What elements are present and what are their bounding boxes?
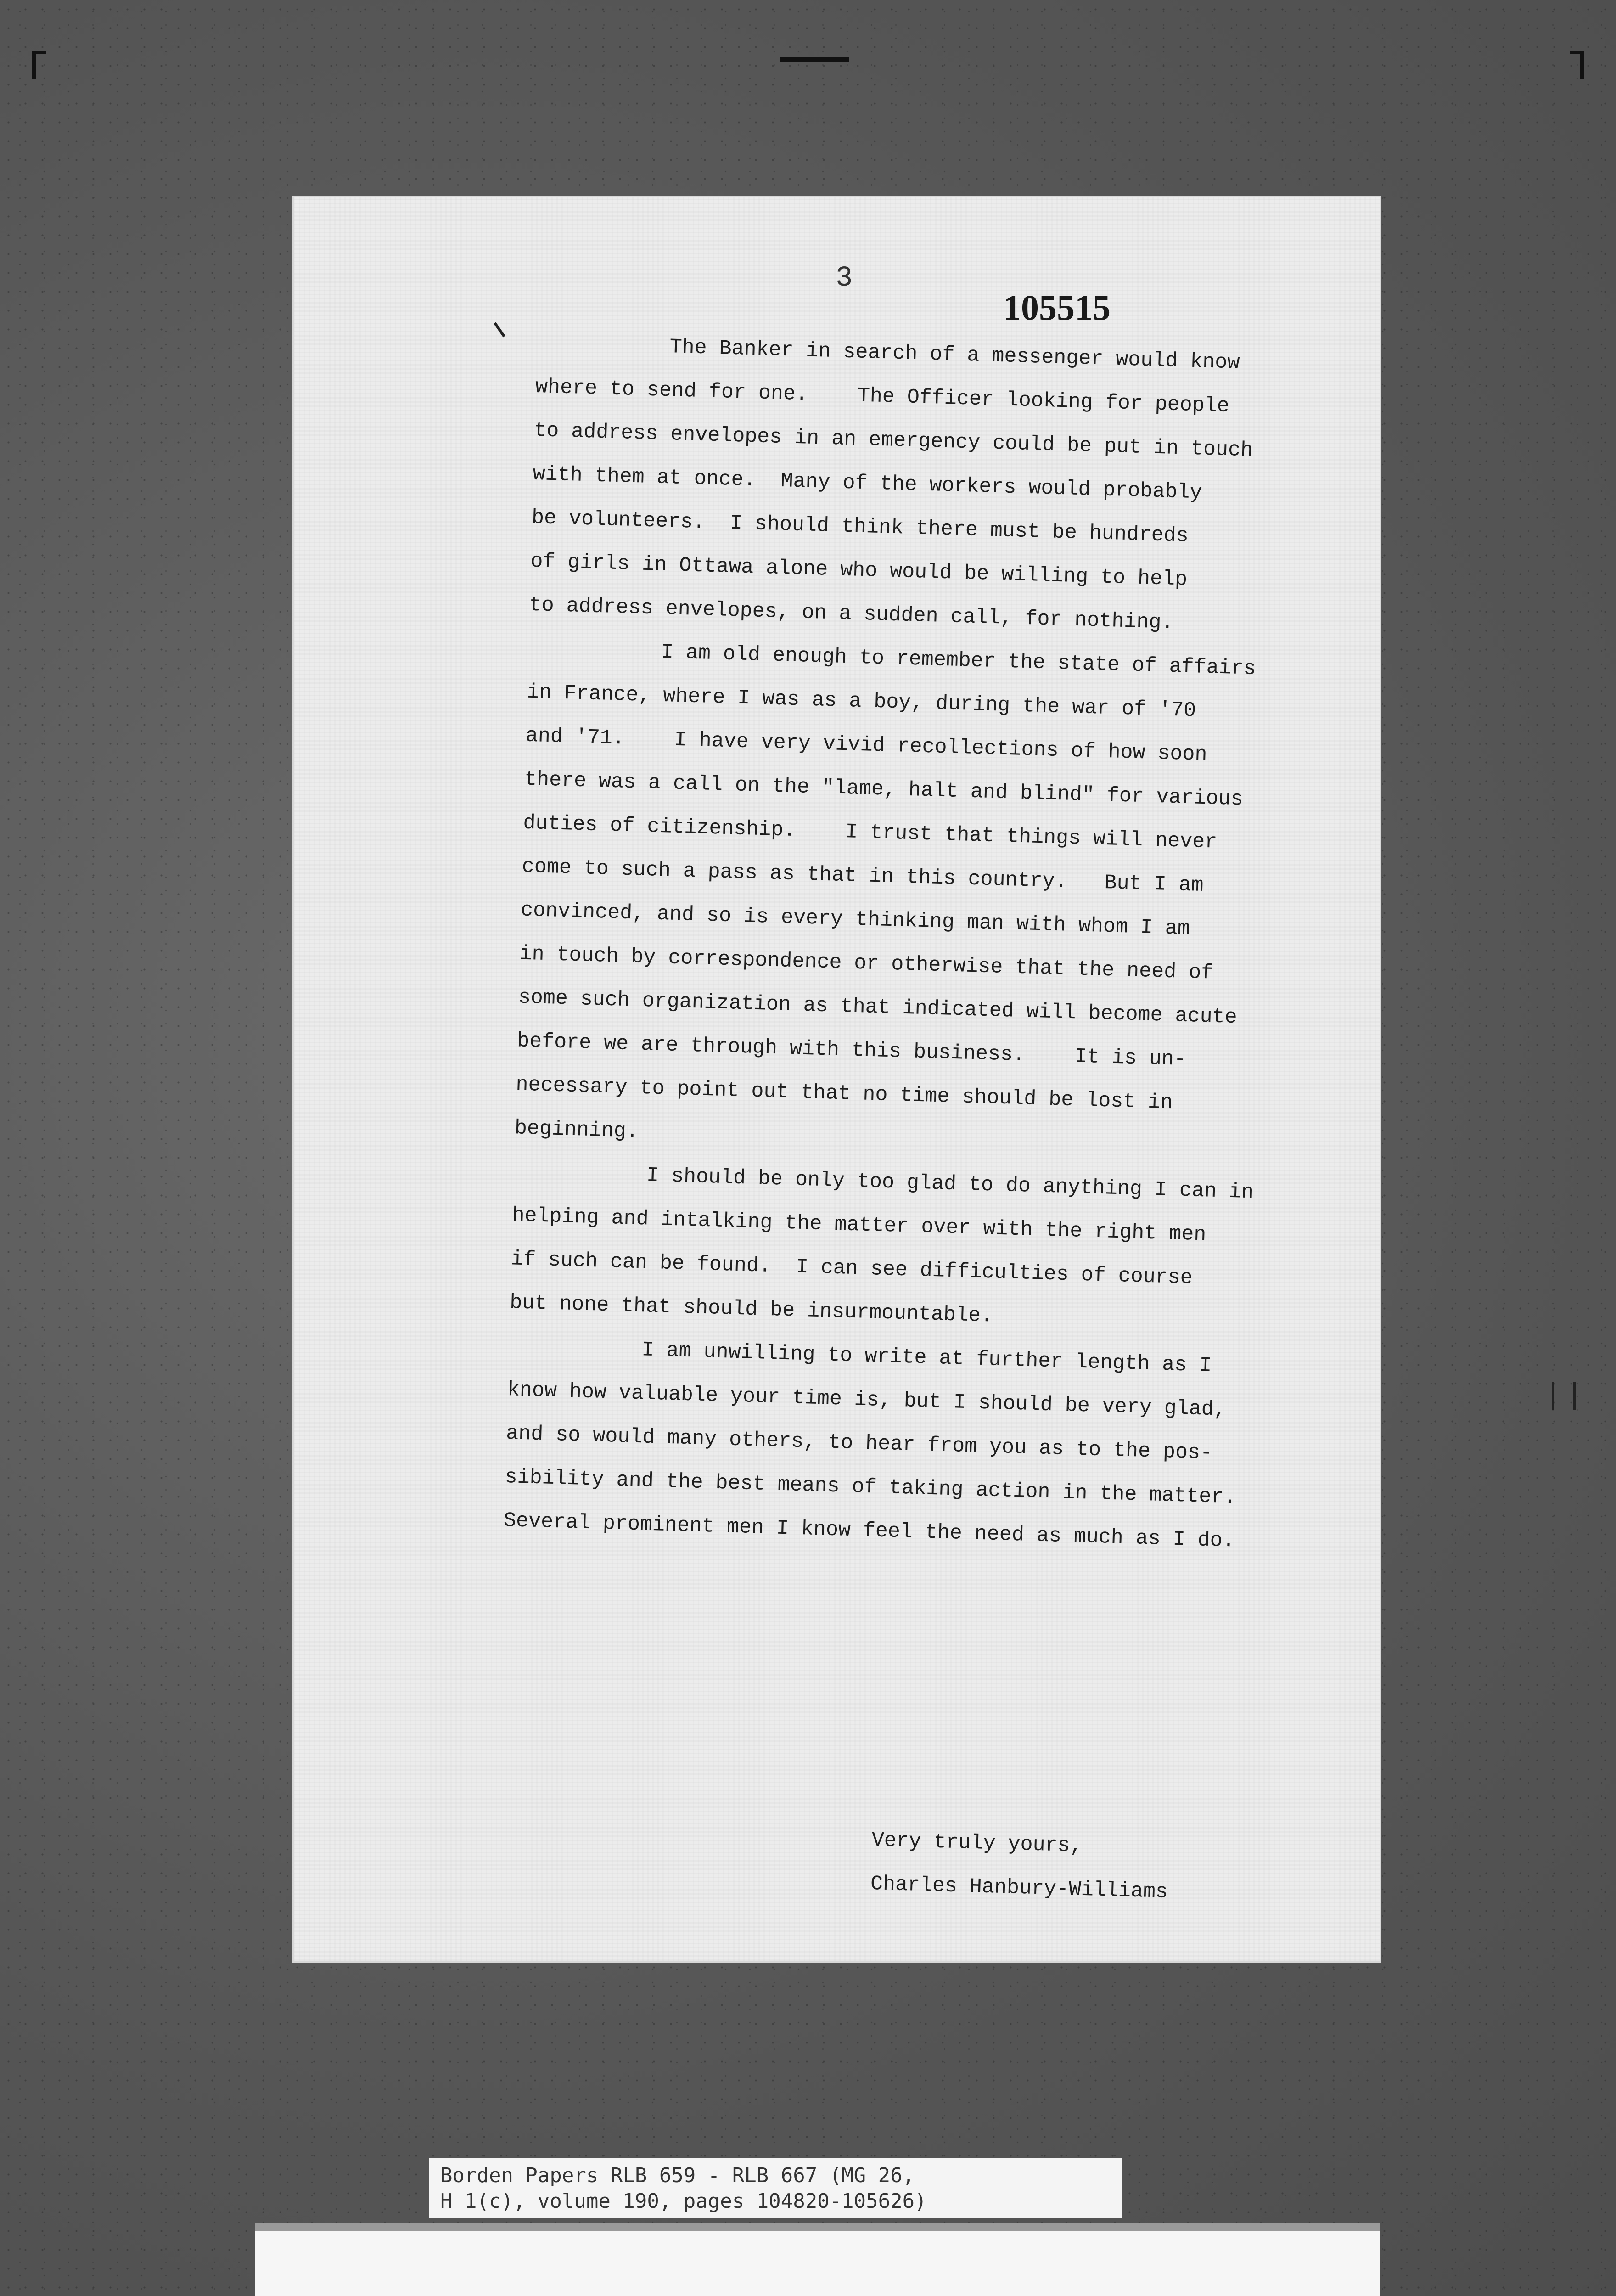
body-line: but none that should be insurmountable. (509, 1291, 993, 1328)
page-number: 3 (836, 262, 853, 294)
body-line: Several prominent men I know feel the need as much as I do. (503, 1508, 1235, 1553)
frame-corner-mark-left (32, 51, 46, 79)
closing-salutation: Very truly yours, (871, 1828, 1083, 1858)
letter-page (294, 197, 1380, 1961)
body-line: and '71. I have very vivid recollections of how soon (525, 724, 1208, 767)
body-line: before we are through with this business. It is un- (516, 1029, 1187, 1072)
body-line: duties of citizenship. I trust that things will never (522, 811, 1218, 854)
body-line: with them at once. Many of the workers would probably (533, 462, 1203, 505)
body-line: some such organization as that indicated will become acute (518, 985, 1238, 1030)
body-line: necessary to point out that no time should be lost in (515, 1073, 1173, 1115)
body-line: where to send for one. The Officer looking for people (535, 375, 1230, 418)
reference-label (429, 2158, 1122, 2218)
body-line: I am old enough to remember the state of affairs (661, 640, 1257, 681)
archives-card (255, 2223, 1380, 2296)
paragraph-2 (514, 627, 1336, 1173)
body-line: to address envelopes in an emergency could be put in touch (533, 418, 1253, 462)
body-line: I should be only too glad to do anything I can in (646, 1164, 1254, 1204)
reference-line-1: Borden Papers RLB 659 - RLB 667 (MG 26, (440, 2164, 915, 2187)
reference-line-2: H 1(c), volume 190, pages 104820-105626) (440, 2189, 927, 2213)
body-line: of girls in Ottawa alone who would be willing to help (530, 549, 1188, 591)
body-line: in touch by correspondence or otherwise that the need of (519, 942, 1214, 985)
body-line: convinced, and so is every thinking man with whom I am (520, 898, 1190, 941)
body-line: there was a call on the "lame, halt and blind" for various (524, 767, 1244, 811)
letter-closing (870, 1818, 1170, 1914)
body-line: helping and intalking the matter over with the right men (511, 1204, 1206, 1247)
body-line: be volunteers. I should think there must be hundreds (531, 506, 1189, 548)
letter-body (503, 321, 1345, 1565)
frame-edge-ticks (1552, 1382, 1576, 1410)
paragraph-1 (528, 321, 1345, 649)
frame-top-mark (780, 57, 849, 62)
frame-corner-mark-right (1570, 51, 1584, 79)
body-line: beginning. (514, 1116, 639, 1143)
body-line: come to such a pass as that in this country. But I am (522, 855, 1204, 897)
paragraph-3 (509, 1150, 1322, 1347)
signature-name: Charles Hanbury-Williams (870, 1872, 1168, 1904)
folio-number: 105515 (1003, 287, 1111, 327)
body-line: to address envelopes, on a sudden call, for nothing. (529, 593, 1174, 635)
paragraph-4 (503, 1324, 1317, 1565)
body-line: The Banker in search of a messenger would know (669, 335, 1240, 375)
body-line: sibility and the best means of taking action in the matter. (504, 1465, 1237, 1509)
body-line: I am unwilling to write at further length as I (641, 1338, 1212, 1378)
body-line: in France, where I was as a boy, during the war of '70 (526, 680, 1196, 723)
body-line: know how valuable your time is, but I should be very glad, (507, 1378, 1227, 1422)
body-line: and so would many others, to hear from you as to the pos- (505, 1422, 1213, 1465)
body-line: if such can be found. I can see difficulties of course (511, 1247, 1193, 1290)
